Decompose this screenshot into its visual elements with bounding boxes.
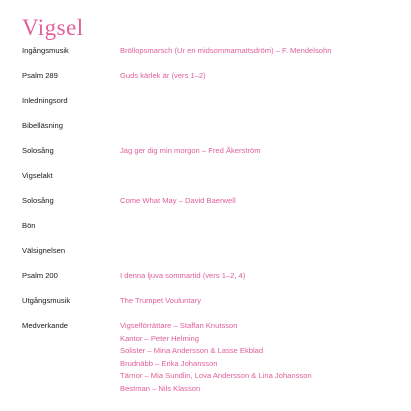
participants-label: Medverkande	[22, 321, 69, 330]
program-label: Solosång	[22, 196, 54, 205]
program-label: Psalm 200	[22, 271, 58, 280]
program-label: Bibelläsning	[22, 121, 63, 130]
program-value: Jag ger dig min morgon – Fred Åkerström	[120, 146, 261, 155]
participants-list	[120, 320, 312, 395]
participant-line: Kantor – Peter Helming	[120, 333, 199, 343]
program-value: Bröllopsmarsch (Ur en midsommarnattsdröm) – F. Mendelsohn	[120, 46, 332, 55]
program-label: Utgångsmusik	[22, 296, 71, 305]
program-label: Vigselakt	[22, 171, 53, 180]
program-value: Come What May – David Baerwell	[120, 196, 236, 205]
participant-line: Bestman – Nils Klasson	[120, 383, 201, 393]
program-value: Guds kärlek är (vers 1–2)	[120, 71, 206, 80]
participant-line: Tärnor – Mia Sundlin, Lova Andersson & Lina Johansson	[120, 371, 312, 380]
participant-line: Solister – Mina Andersson & Lasse Ekblad	[120, 346, 264, 355]
program-label: Psalm 289	[22, 71, 58, 80]
program-value: I denna ljuva sommartid (vers 1–2, 4)	[120, 271, 246, 280]
program-label: Inledningsord	[22, 96, 68, 105]
participant-line: Brudnäbb – Erika Johansson	[120, 358, 218, 368]
program-label: Ingångsmusik	[22, 46, 69, 55]
page-title: Vigsel	[22, 15, 84, 40]
program-label: Välsignelsen	[22, 246, 66, 255]
participant-line: Vigselförrättare – Staffan Knutsson	[120, 321, 238, 330]
program-label: Solosång	[22, 146, 54, 155]
program-label: Bön	[22, 221, 36, 230]
program-value: The Trumpet Vouluntary	[120, 296, 202, 305]
